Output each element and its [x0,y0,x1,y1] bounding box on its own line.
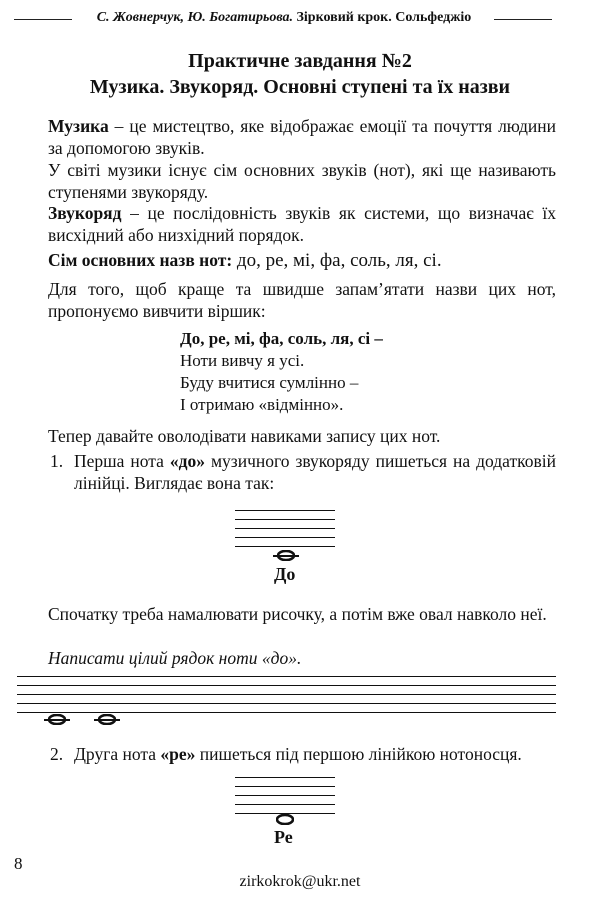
do-note-label: До [274,564,296,584]
seven-sounds-paragraph: У світі музики існує сім основних звуків (нот), які ще називають ступенями звукоряду. [48,160,556,202]
writing-intro: Тепер давайте оволодівати навиками запису цих нот. [48,426,441,446]
practice-staff [17,676,556,716]
whole-note-do-icon [98,714,116,725]
task-title: Практичне завдання №2 [188,50,412,72]
poem [180,328,383,416]
note-names-list: до, ре, мі, фа, соль, ля, сі. [232,250,442,271]
staff-line [235,510,335,511]
staff-line [17,685,556,686]
whole-note-do-icon [48,714,66,725]
poem-line-3: Буду вчитися сумлінно – [180,373,359,392]
draw-instructions: Спочатку треба намалювати рисочку, а потім вже овал навколо неї. [48,604,547,624]
step2-text-a: Друга нота [74,744,161,764]
poem-line-4: І отримаю «відмінно». [180,395,344,414]
header-book-title: Зірковий крок. Сольфеджіо [293,10,472,25]
step2-text [74,744,556,766]
staff-line [17,703,556,704]
staff-line [17,676,556,677]
header-rule-left [14,19,72,20]
header-text [76,10,492,26]
scale-term: Звукоряд [48,203,122,223]
music-definition [48,116,556,159]
whole-note-re-icon [276,814,294,825]
step2-number: 2. [50,744,64,764]
step1-text [74,451,556,494]
music-def-text: – це мистецтво, яке відображає емоції та почуття людини за допомогою звуків. [48,116,556,158]
staff-line [235,804,335,805]
staff-line [235,546,335,547]
staff-line [235,795,335,796]
step1-text-a: Перша нота [74,451,170,471]
staff-line [235,777,335,778]
staff-do-figure [235,510,335,550]
header-authors: С. Жовнерчук, Ю. Богатирьова. [96,10,294,25]
scale-definition [48,203,556,246]
step2-note-name: «ре» [160,744,196,764]
music-term: Музика [48,116,109,136]
whole-note-do-icon [277,550,295,561]
note-names-label: Сім основних назв нот: [48,250,233,270]
step2-text-b: пишеться під першою лінійкою нотоносця. [195,744,522,764]
exercise-task: Написати цілий рядок ноти «до». [48,648,302,668]
step1-note-name: «до» [169,451,205,471]
staff-re-figure [235,777,335,817]
scale-def-text: – це послідовність звуків як системи, що визначає їх висхідний або низхідний порядок. [48,203,556,245]
task-subtitle: Музика. Звукоряд. Основні ступені та їх назви [89,76,511,98]
staff-line [17,694,556,695]
staff-line [235,519,335,520]
page-number: 8 [14,854,23,873]
note-names-line [48,250,556,272]
footer-email: zirkokrok@ukr.net [239,873,361,890]
running-header [0,10,600,30]
header-rule-right [494,19,552,20]
step1-text-b: музичного звукоряду пишеться на додатковій лінійці. Виглядає вона так: [74,451,556,493]
re-note-label: Ре [274,827,293,847]
staff-line [235,537,335,538]
staff-line [235,528,335,529]
poem-line-2: Ноти вивчу я усі. [180,351,305,370]
step1-number: 1. [50,451,64,471]
memorize-paragraph: Для того, щоб краще та швидше запам’ятати назви цих нот, пропонуємо вивчити віршик: [48,279,556,321]
staff-line [235,786,335,787]
poem-line-1: До, ре, мі, фа, соль, ля, сі – [180,329,383,348]
